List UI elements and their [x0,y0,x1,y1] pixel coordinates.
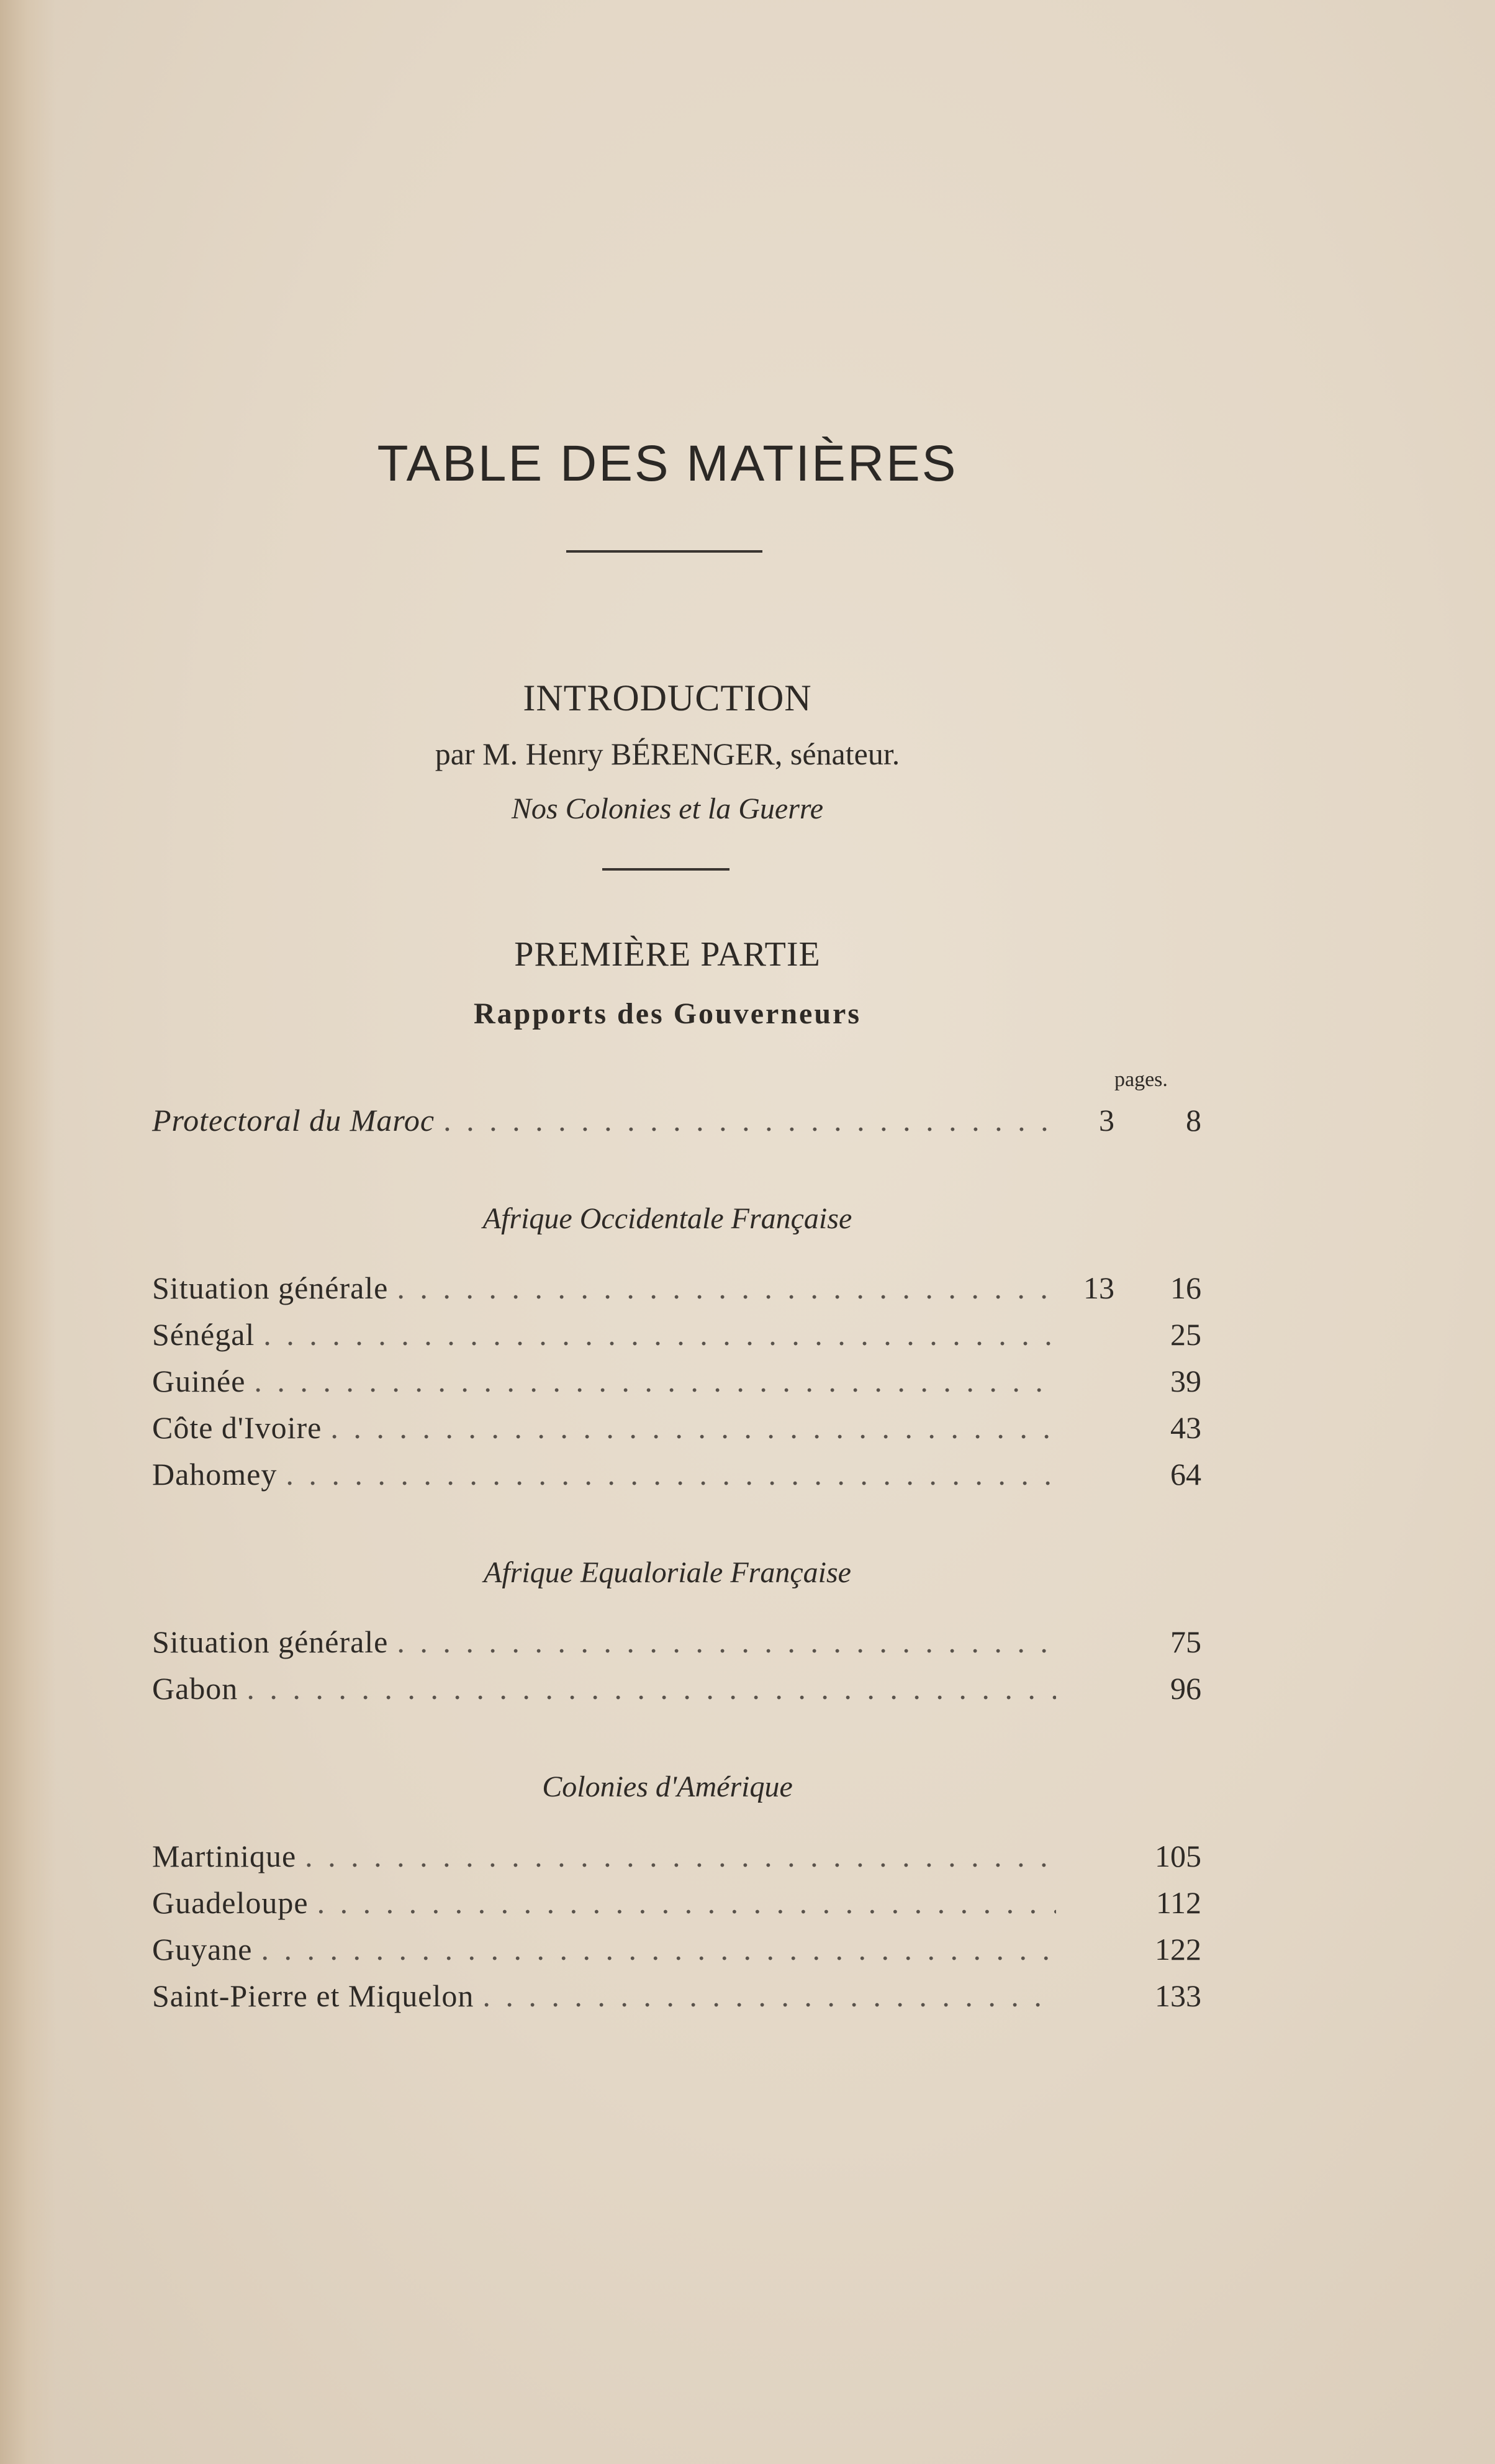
toc-entry-label: Situation générale [152,1270,389,1305]
toc-page-end: 64 [1170,1457,1201,1492]
toc-page-end: 75 [1170,1624,1201,1659]
toc-entry-label: Guinée [152,1364,246,1398]
introduction-author: par M. Henry BÉRENGER, sénateur. [435,736,900,771]
section-heading-amerique: Colonies d'Amérique [542,1770,793,1803]
title-divider [566,550,762,553]
toc-entry-label: Sénégal [152,1317,255,1352]
dot-leader [443,1102,1056,1138]
dot-leader [254,1363,1056,1399]
toc-entry [152,1363,1201,1403]
dot-leader [263,1316,1056,1352]
toc-entry [152,1838,1201,1878]
toc-page-end: 122 [1155,1932,1201,1967]
introduction-subtitle: Nos Colonies et la Guerre [511,792,824,825]
toc-page-end: 105 [1155,1839,1201,1873]
toc-page-end: 133 [1155,1978,1201,2013]
dot-leader [397,1270,1056,1306]
toc-page-end: 39 [1170,1364,1201,1398]
toc-entry [152,1670,1201,1710]
toc-entry-label: Protectoral du Maroc [152,1103,435,1138]
toc-entry [152,1978,1201,2018]
toc-page-start: 13 [1083,1270,1114,1305]
dot-leader [397,1624,1056,1660]
dot-leader [482,1978,1056,2014]
toc-entry-label: Guyane [152,1932,253,1967]
toc-page-end: 112 [1155,1885,1201,1920]
toc-entry [152,1624,1201,1664]
toc-page-end: 43 [1170,1410,1201,1445]
toc-entry [152,1931,1201,1971]
toc-entry-maroc [152,1102,1201,1142]
toc-entry [152,1270,1201,1310]
toc-page-end: 96 [1170,1671,1201,1706]
toc-entry-label: Dahomey [152,1457,278,1492]
introduction-divider [602,868,729,871]
toc-entry-label: Côte d'Ivoire [152,1410,322,1445]
dot-leader [317,1885,1056,1921]
toc-entry [152,1885,1201,1924]
dot-leader [261,1931,1057,1967]
toc-entry-label: Situation générale [152,1624,389,1659]
dot-leader [246,1670,1056,1706]
dot-leader [330,1410,1056,1446]
toc-entry-label: Gabon [152,1671,238,1706]
toc-entry [152,1456,1201,1496]
dot-leader [305,1838,1056,1874]
toc-page-end: 8 [1186,1103,1201,1138]
toc-entry-label: Saint-Pierre et Miquelon [152,1978,474,2013]
part-title: Rapports des Gouverneurs [473,997,862,1030]
part-heading: PREMIÈRE PARTIE [514,935,821,974]
dot-leader [286,1456,1056,1492]
section-heading-aof: Afrique Occidentale Française [482,1202,852,1235]
toc-page-end: 16 [1170,1270,1201,1305]
page-title: TABLE DES MATIÈRES [377,435,958,492]
toc-entry [152,1410,1201,1449]
section-heading-aef: Afrique Equaloriale Française [484,1556,851,1589]
toc-page-end: 25 [1170,1317,1201,1352]
toc-page-start: 3 [1099,1103,1114,1138]
toc-entry-label: Guadeloupe [152,1885,309,1920]
toc-entry-label: Martinique [152,1839,297,1873]
toc-entry [152,1316,1201,1356]
pages-column-label: pages. [1114,1068,1168,1091]
introduction-heading: INTRODUCTION [523,677,812,718]
